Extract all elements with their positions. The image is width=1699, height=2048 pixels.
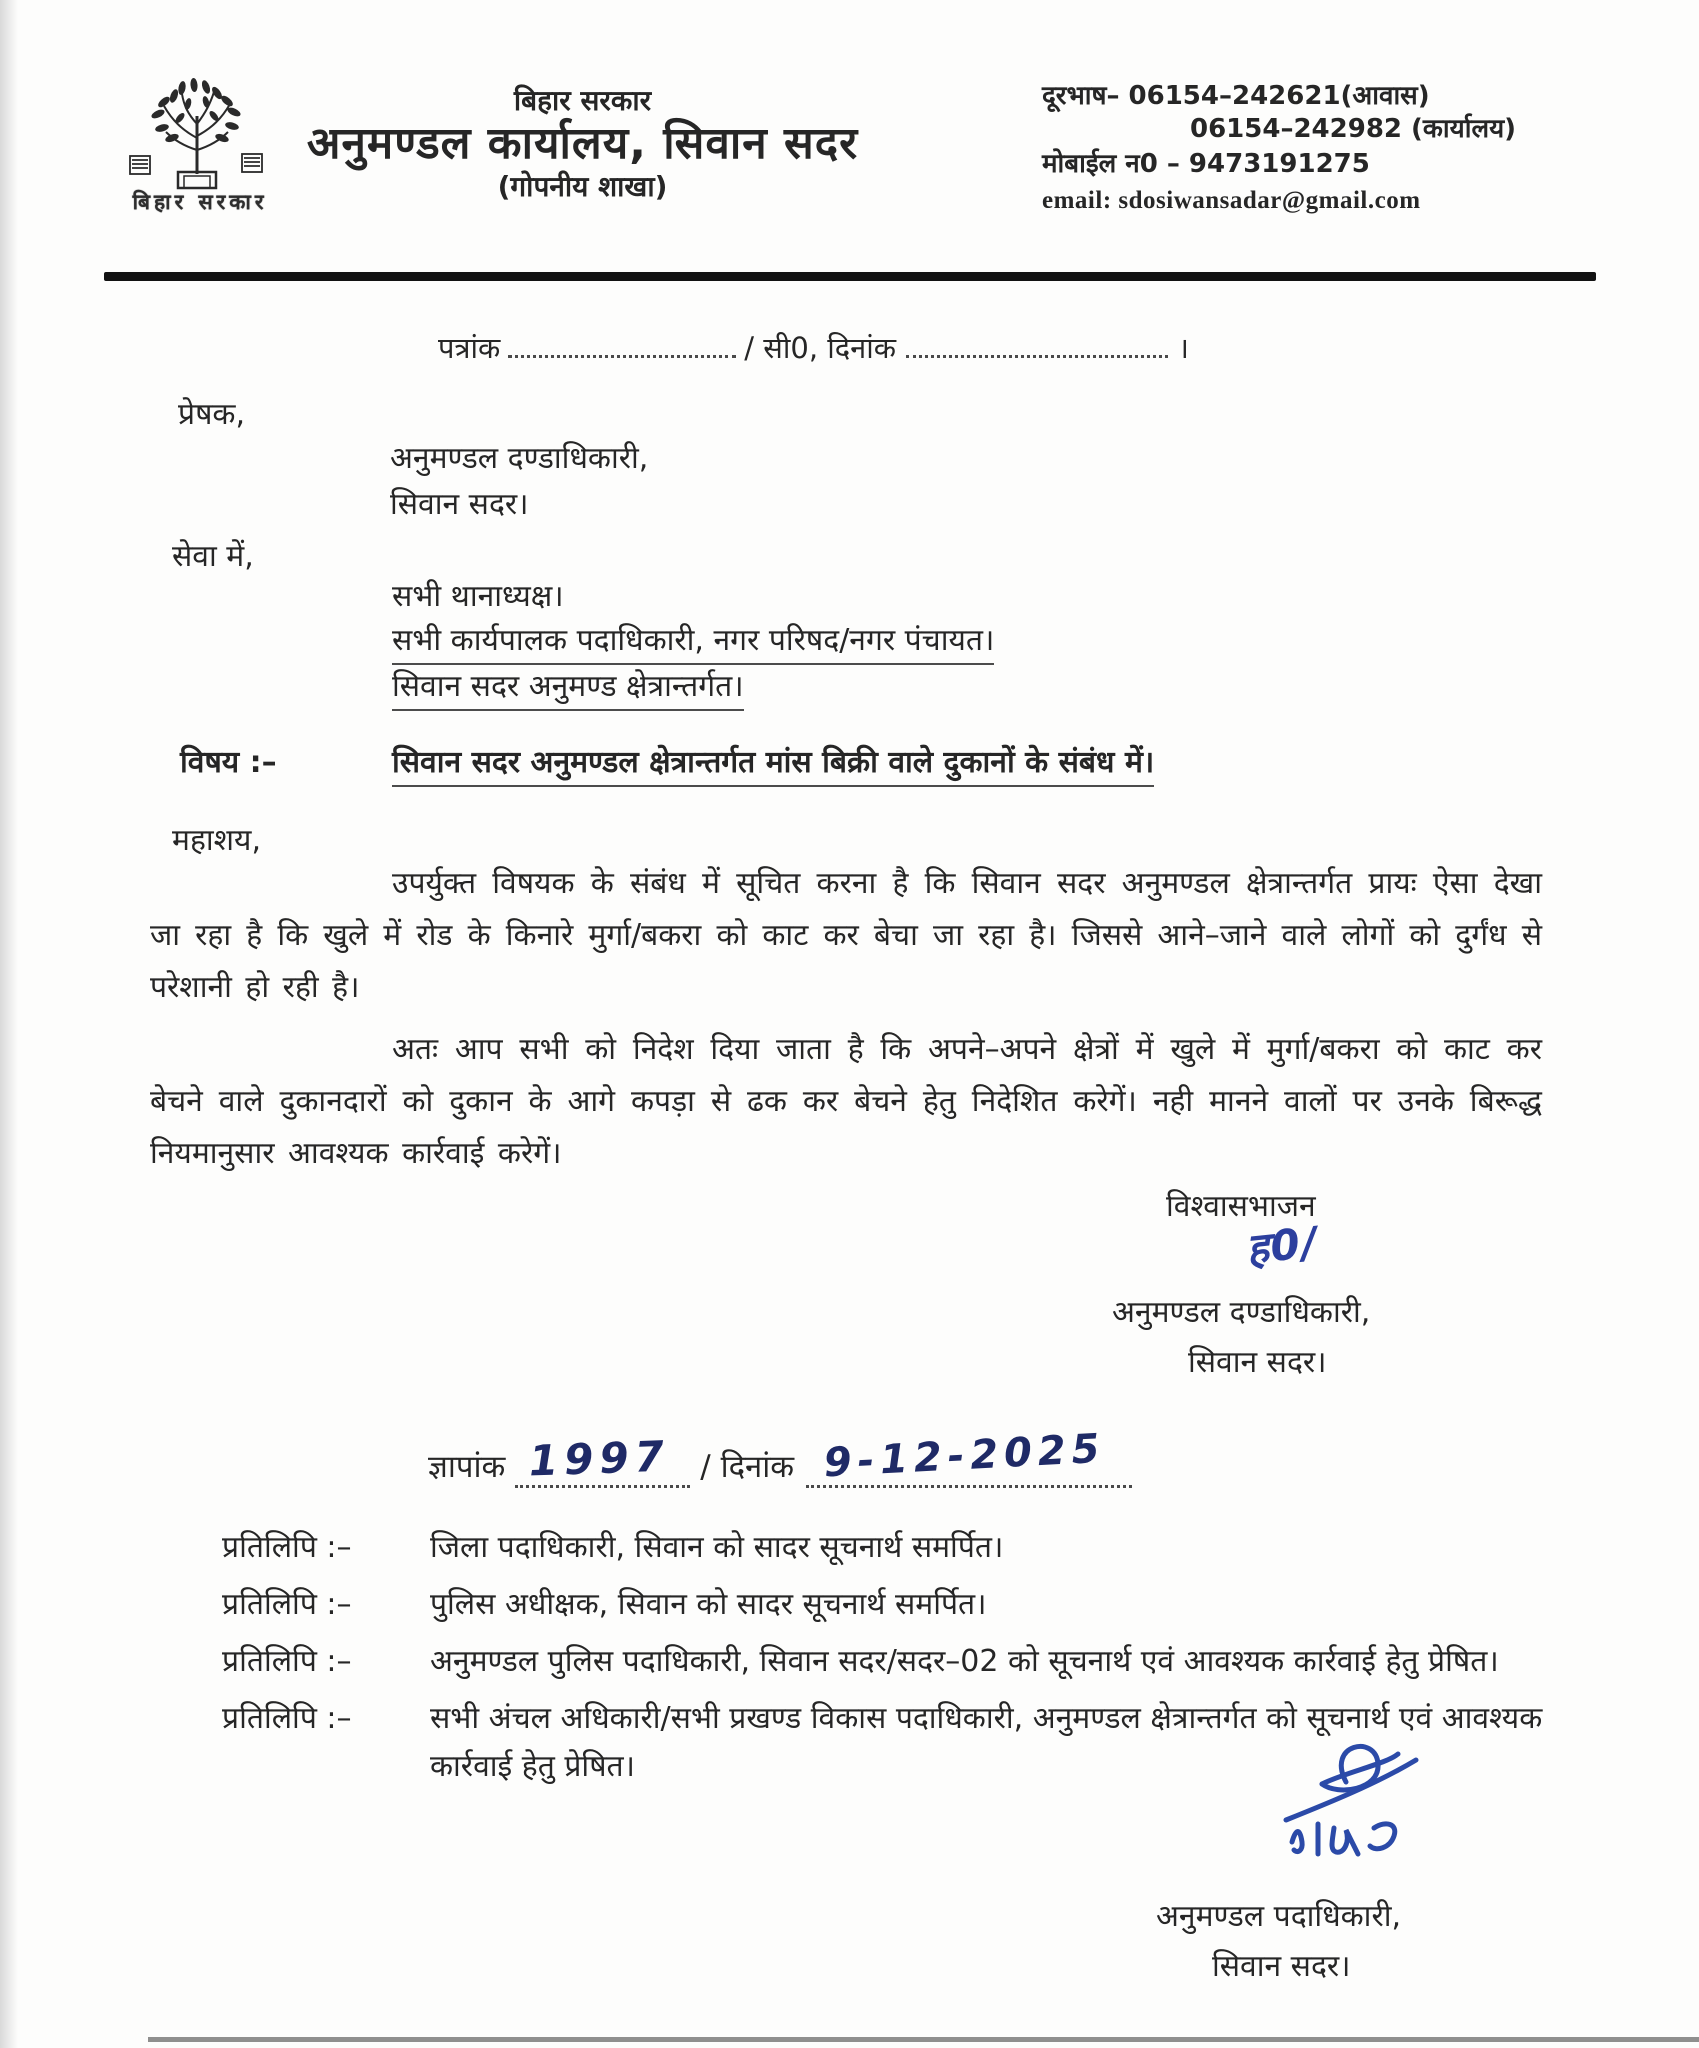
memo-line	[428, 1425, 1144, 1487]
date-blank	[906, 329, 1168, 358]
email-address: email: sdosiwansadar@gmail.com	[1042, 187, 1421, 214]
copy-text: जिला पदाधिकारी, सिवान को सादर सूचनार्थ समर्पित।	[430, 1530, 1004, 1565]
memo-number-handwritten: 1997	[528, 1431, 671, 1486]
memo-date-blank	[806, 1425, 1132, 1488]
reference-line	[438, 328, 1189, 367]
sender-place: सिवान सदर।	[390, 487, 529, 522]
copy-label: प्रतिलिपि :–	[222, 1644, 352, 1679]
sender-designation: अनुमण्डल दण्डाधिकारी,	[390, 441, 649, 476]
letterhead-center	[295, 84, 870, 204]
copy-label: प्रतिलिपि :–	[222, 1587, 352, 1622]
subject-label: विषय :–	[180, 745, 277, 780]
letter-number-blank	[508, 329, 736, 358]
memo-date-handwritten: 9-12-2025	[822, 1425, 1107, 1487]
body-paragraph-2: अतः आप सभी को निदेश दिया जाता है कि अपने–अपने क्षेत्रों में खुले में मुर्गा/बकरा को काट कर बेचने वाले दुकानदारों को दुकान के आगे कपड़ा से ढक कर बेचने हेतु निदेशित करेगें। नही मानने वालों पर उनके बिरूद्ध नियमानुसार आवश्यक कार्रवाई करेगें।	[150, 1032, 1542, 1171]
copy-row	[222, 1524, 1567, 1572]
mobile-number: मोबाईल न0 – 9473191275	[1042, 149, 1370, 179]
body-paragraph-1: उपर्युक्त विषयक के संबंध में सूचित करना है कि सिवान सदर अनुमण्डल क्षेत्रान्तर्गत प्रायः ऐसा देखा जा रहा है कि खुले में रोड के किनारे मुर्गा/बकरा को काट कर बेचा जा रहा है। जिससे आने–जाने वाले लोगों को दुर्गंध से परेशानी हो रही है।	[150, 866, 1542, 1005]
memo-number-blank	[515, 1431, 690, 1488]
memo-label: ज्ञापांक	[428, 1449, 506, 1485]
recipient-line-2: सभी कार्यपालक पदाधिकारी, नगर परिषद/नगर पंचायत।	[392, 622, 994, 660]
recipient-label: सेवा में,	[172, 539, 254, 574]
valediction: विश्वासभाजन	[1166, 1189, 1316, 1224]
closing-place: सिवान सदर।	[1188, 1345, 1327, 1380]
header-divider-rule	[104, 272, 1596, 281]
footer-signatory-designation: अनुमण्डल पदाधिकारी,	[1156, 1899, 1402, 1934]
signature-initial-handwritten: ह0/	[1243, 1217, 1322, 1274]
salutation: महाशय,	[172, 823, 261, 858]
office-title: अनुमण्डल कार्यालय, सिवान सदर	[306, 118, 859, 169]
reference-middle: / सी0, दिनांक	[744, 331, 897, 365]
copy-text: अनुमण्डल पुलिस पदाधिकारी, सिवान सदर/सदर–02 को सूचनार्थ एवं आवश्यक कार्रवाई हेतु प्रेषित।	[430, 1644, 1499, 1679]
phone-office: 06154–242982 (कार्यालय)	[1190, 114, 1517, 144]
copy-row	[222, 1581, 1567, 1629]
bihar-government-emblem-icon	[122, 78, 272, 190]
copy-text: पुलिस अधीक्षक, सिवान को सादर सूचनार्थ समर्पित।	[430, 1587, 987, 1622]
copy-row	[222, 1638, 1567, 1686]
government-name: बिहार सरकार	[513, 84, 652, 117]
phone-residence: दूरभाष– 06154–242621(आवास)	[1042, 81, 1430, 111]
copy-text: सभी अंचल अधिकारी/सभी प्रखण्ड विकास पदाधिकारी, अनुमण्डल क्षेत्रान्तर्गत को सूचनार्थ एवं आवश्यक कार्रवाई हेतु प्रेषित।	[430, 1701, 1543, 1784]
branch-name: (गोपनीय शाखा)	[497, 170, 668, 203]
letterhead-contact	[1042, 80, 1602, 217]
recipient-line-1: सभी थानाध्यक्ष।	[392, 579, 564, 614]
copy-label: प्रतिलिपि :–	[222, 1701, 352, 1736]
copy-label: प्रतिलिपि :–	[222, 1530, 352, 1565]
recipient-line-3: सिवान सदर अनुमण्ड क्षेत्रान्तर्गत।	[392, 668, 744, 706]
footer-signatory-place: सिवान सदर।	[1212, 1949, 1351, 1984]
subject-text: सिवान सदर अनुमण्डल क्षेत्रान्तर्गत मांस बिक्री वाले दुकानों के संबंध में।	[392, 744, 1154, 782]
scan-bottom-edge	[148, 2037, 1699, 2042]
letter-number-label: पत्रांक	[438, 331, 501, 365]
emblem-caption: बिहार सरकार	[132, 190, 268, 214]
sender-label: प्रेषक,	[178, 397, 245, 432]
reference-end-mark: ।	[1178, 331, 1190, 365]
closing-designation: अनुमण्डल दण्डाधिकारी,	[1112, 1295, 1371, 1330]
scan-left-edge	[0, 0, 18, 2048]
signature-scribble-handwritten	[1226, 1724, 1456, 1904]
memo-separator: / दिनांक	[700, 1449, 795, 1485]
